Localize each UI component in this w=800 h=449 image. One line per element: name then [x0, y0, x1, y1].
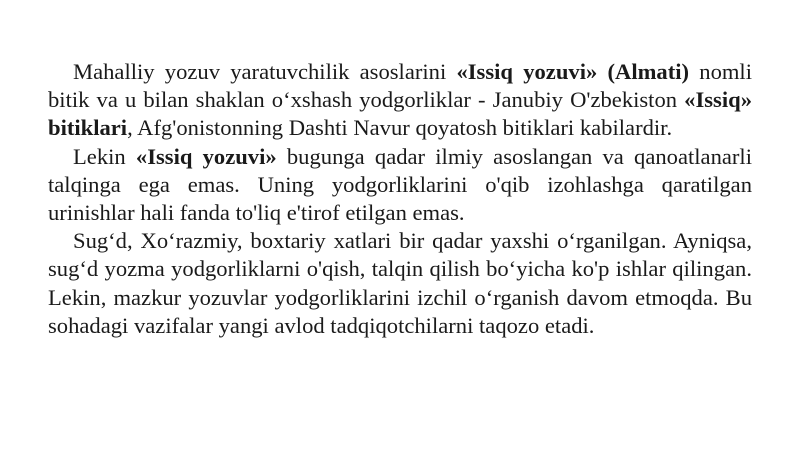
text-segment: Lekin: [73, 143, 136, 169]
paragraph-1: [48, 58, 752, 143]
text-segment: bugunga qadar ilmiy asoslangan va qanoatlanarli talqinga ega emas. Uning yodgorliklarini o'qib izohlashga qaratilgan urinishlar hali fanda to'liq e'tirof etilgan emas.: [48, 143, 752, 226]
bold-term-issiq-bitiklari: «Issiq» bitiklari: [48, 87, 752, 141]
text-segment: Sug‘d, Xo‘razmiy, boxtariy xatlari bir qadar yaxshi o‘rganilgan. Ayniqsa, sug‘d yozma yodgorliklarni o'qish, talqin qilish bo‘yicha ko'p ishlar qilingan. Lekin, mazkur yozuvlar yodgorliklarini izchil o‘rganish davom etmoqda. Bu sohadagi vazifalar yangi avlod tadqiqotchilarni taqozo etadi.: [48, 228, 752, 338]
paragraph-2: [48, 143, 752, 228]
bold-term-issiq-yozuvi-almati: «Issiq yozuvi» (Almati): [456, 59, 690, 84]
text-segment: Mahalliy yozuv yaratuvchilik asoslarini: [73, 59, 457, 84]
paragraph-3: [48, 227, 752, 340]
text-segment: nomli bitik va u bilan shaklan o‘xshash yodgorliklar - Janubiy O'zbekiston: [48, 59, 752, 113]
document-body: [48, 58, 752, 340]
bold-term-issiq-yozuvi: «Issiq yozuvi»: [135, 143, 277, 169]
text-segment: , Afg'onistonning Dashti Navur qoyatosh bitiklari kabilardir.: [127, 115, 673, 141]
